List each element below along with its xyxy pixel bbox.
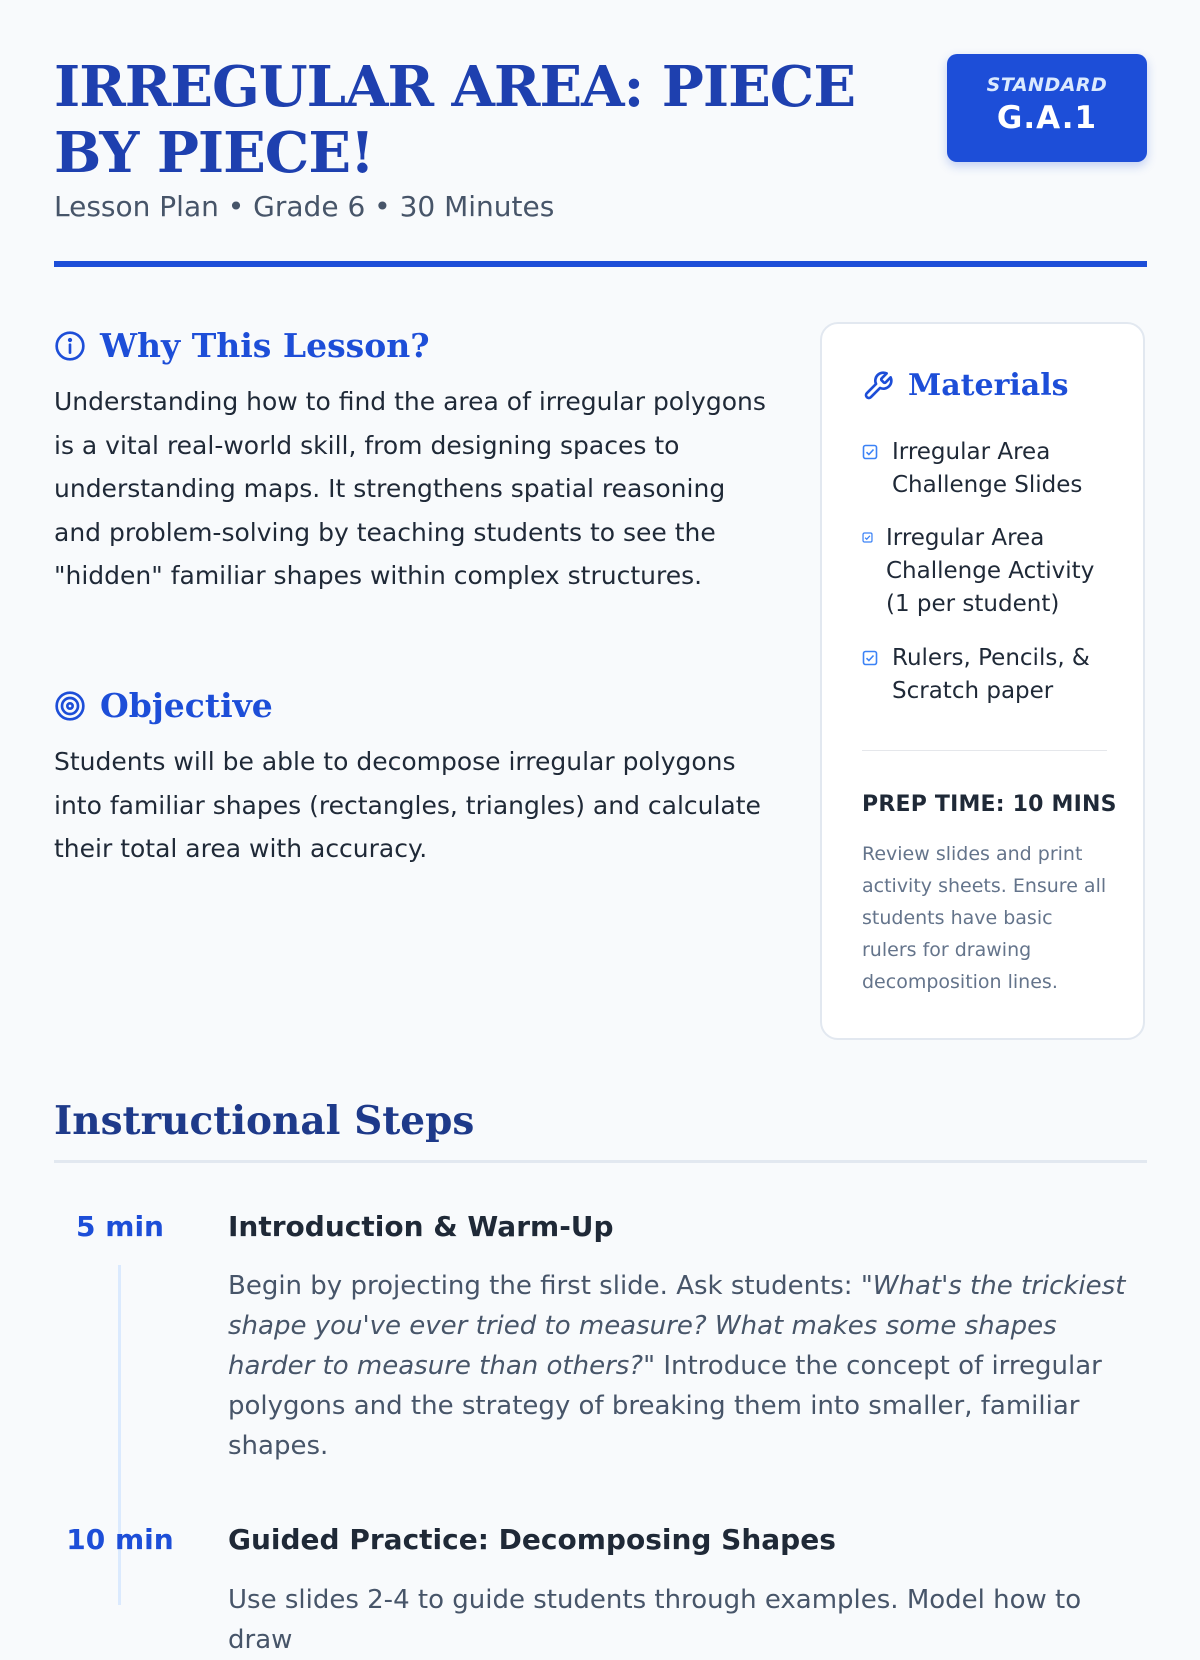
header	[54, 50, 1147, 270]
materials-item-label: Irregular Area Challenge Activity (1 per student)	[886, 525, 1095, 617]
materials-item	[862, 522, 1112, 621]
materials-item-label: Irregular Area Challenge Slides	[892, 439, 1083, 498]
info-circle-icon	[54, 330, 86, 362]
materials-card	[820, 322, 1145, 1040]
objective-text: Students will be able to decompose irregular polygons into familiar shapes (rectangles, triangles) and calculate their total area with accuracy.	[54, 747, 761, 863]
materials-divider	[862, 750, 1107, 751]
prep-time-label: PREP TIME: 10 MINS	[862, 792, 1117, 817]
materials-heading	[862, 368, 1069, 403]
header-divider	[54, 261, 1147, 267]
standard-badge	[947, 54, 1147, 162]
checkbox-icon	[862, 650, 878, 666]
step-description	[228, 1266, 1148, 1466]
page-title: IRREGULAR AREA: PIECE BY PIECE!	[54, 54, 856, 186]
standard-label: STANDARD	[986, 74, 1108, 96]
step-description-text: Begin by projecting the first slide. Ask students:	[228, 1271, 861, 1301]
steps-divider	[54, 1160, 1147, 1163]
page-subtitle: Lesson Plan • Grade 6 • 30 Minutes	[54, 190, 555, 223]
instructional-steps-heading: Instructional Steps	[54, 1098, 475, 1144]
target-icon	[54, 690, 86, 722]
materials-heading-text: Materials	[908, 368, 1069, 403]
materials-item	[862, 436, 1112, 502]
checkbox-icon	[862, 532, 873, 543]
checkbox-icon	[862, 444, 878, 460]
objective-heading-text: Objective	[100, 686, 273, 725]
step-time: 10 min	[66, 1523, 174, 1556]
step-title: Introduction & Warm-Up	[228, 1210, 614, 1243]
step-time: 5 min	[76, 1210, 164, 1243]
wrench-icon	[862, 370, 894, 402]
standard-code: G.A.1	[996, 100, 1098, 136]
objective-heading	[54, 686, 273, 725]
step-description-quote: "What's the trickiest shape you've ever tried to measure? What makes some shapes harder to measure than others?"	[228, 1271, 1126, 1381]
why-heading	[54, 326, 430, 365]
prep-time-text: Review slides and print activity sheets. Ensure all students have basic rulers for drawing decomposition lines.	[862, 843, 1107, 993]
materials-item	[862, 642, 1112, 708]
why-heading-text: Why This Lesson?	[100, 326, 430, 365]
materials-item-label: Rulers, Pencils, & Scratch paper	[892, 645, 1090, 704]
why-text: Understanding how to find the area of irregular polygons is a vital real-world skill, from designing spaces to understanding maps. It strengthens spatial reasoning and problem-solving by teaching students to see the "hidden" familiar shapes within complex structures.	[54, 387, 766, 590]
step-title: Guided Practice: Decomposing Shapes	[228, 1523, 836, 1556]
step-description: Use slides 2-4 to guide students through examples. Model how to draw	[228, 1585, 1082, 1655]
step-description-text: Introduce the concept of irregular polygons and the strategy of breaking them into smaller, familiar shapes.	[228, 1351, 1102, 1461]
